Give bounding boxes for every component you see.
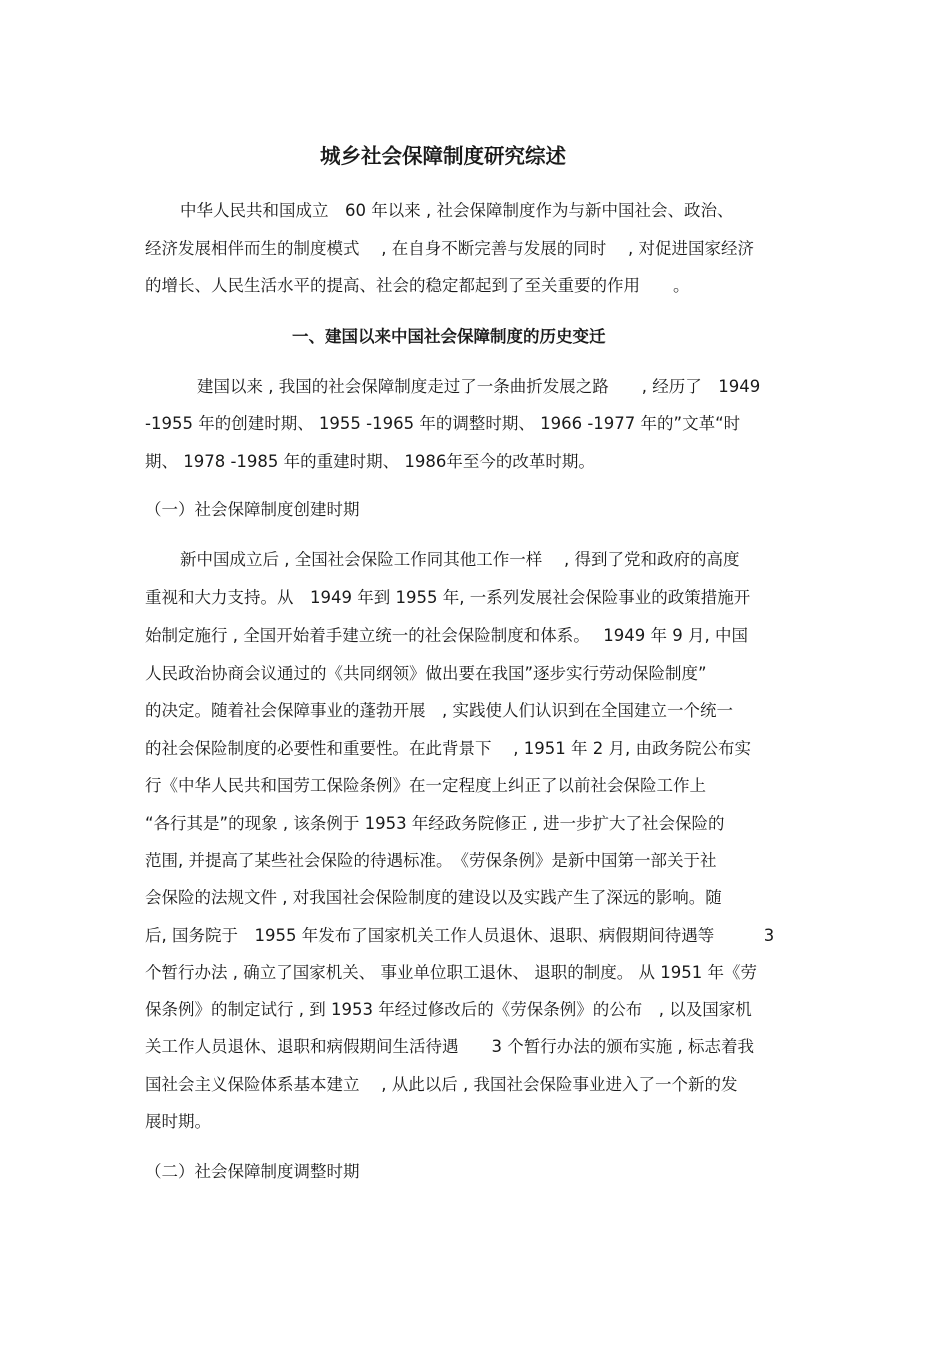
text-line: 建国以来 , 我国的社会保障制度走过了一条曲折发展之路 , 经历了 1949 xyxy=(197,377,761,396)
text-line: 会保险的法规文件 , 对我国社会保险制度的建设以及实践产生了深远的影响。随 xyxy=(145,888,722,907)
text-line: “各行其是”的现象 , 该条例于 1953 年经政务院修正 , 进一步扩大了社会保险的 xyxy=(145,814,725,833)
text-line: 人民政治协商会议通过的《共同纲领》做出要在我国”逐步实行劳动保险制度” xyxy=(145,664,707,683)
text-line: 经济发展相伴而生的制度模式 , 在自身不断完善与发展的同时 , 对促进国家经济 xyxy=(145,239,754,258)
text-line: 期、 1978 -1985 年的重建时期、 1986年至今的改革时期。 xyxy=(145,452,595,471)
subsection-heading: （一）社会保障制度创建时期 xyxy=(145,500,360,519)
document-title: 城乡社会保障制度研究综述 xyxy=(320,144,566,168)
text-line: 的社会保险制度的必要性和重要性。在此背景下 , 1951 年 2 月, 由政务院公布实 xyxy=(145,739,751,758)
text-line: 关工作人员退休、退职和病假期间生活待遇 3 个暂行办法的颁布实施 , 标志着我 xyxy=(145,1037,754,1056)
text-line: -1955 年的创建时期、 1955 -1965 年的调整时期、 1966 -1977 年的”文革“时 xyxy=(145,414,741,433)
text-line: 新中国成立后 , 全国社会保险工作同其他工作一样 , 得到了党和政府的高度 xyxy=(180,550,740,569)
text-line: 范围, 并提高了某些社会保险的待遇标准。 《劳保条例》是新中国第一部关于社 xyxy=(145,851,717,870)
text-line: 始制定施行 , 全国开始着手建立统一的社会保险制度和体系。 1949 年 9 月, 中国 xyxy=(145,626,748,645)
text-line: 重视和大力支持。从 1949 年到 1955 年, 一系列发展社会保险事业的政策措施开 xyxy=(145,588,751,607)
text-line: 保条例》的制定试行 , 到 1953 年经过修改后的《劳保条例》的公布 , 以及国家机 xyxy=(145,1000,752,1019)
text-line: 中华人民共和国成立 60 年以来 , 社会保障制度作为与新中国社会、政治、 xyxy=(180,201,734,220)
text-line: 行《中华人民共和国劳工保险条例》在一定程度上纠正了以前社会保险工作上 xyxy=(145,776,706,795)
section-heading: 一、建国以来中国社会保障制度的历史变迁 xyxy=(292,327,606,346)
subsection-heading: （二）社会保障制度调整时期 xyxy=(145,1162,360,1181)
text-line: 的决定。随着社会保障事业的蓬勃开展 , 实践使人们认识到在全国建立一个统一 xyxy=(145,701,733,720)
text-line: 展时期。 xyxy=(145,1112,211,1131)
text-line: 后, 国务院于 1955 年发布了国家机关工作人员退休、退职、病假期间待遇等 3 xyxy=(145,926,775,945)
text-line: 国社会主义保险体系基本建立 , 从此以后 , 我国社会保险事业进入了一个新的发 xyxy=(145,1075,738,1094)
text-line: 的增长、人民生活水平的提高、社会的稳定都起到了至关重要的作用 。 xyxy=(145,276,690,295)
text-line: 个暂行办法 , 确立了国家机关、 事业单位职工退休、 退职的制度。 从 1951 年《劳 xyxy=(145,963,757,982)
